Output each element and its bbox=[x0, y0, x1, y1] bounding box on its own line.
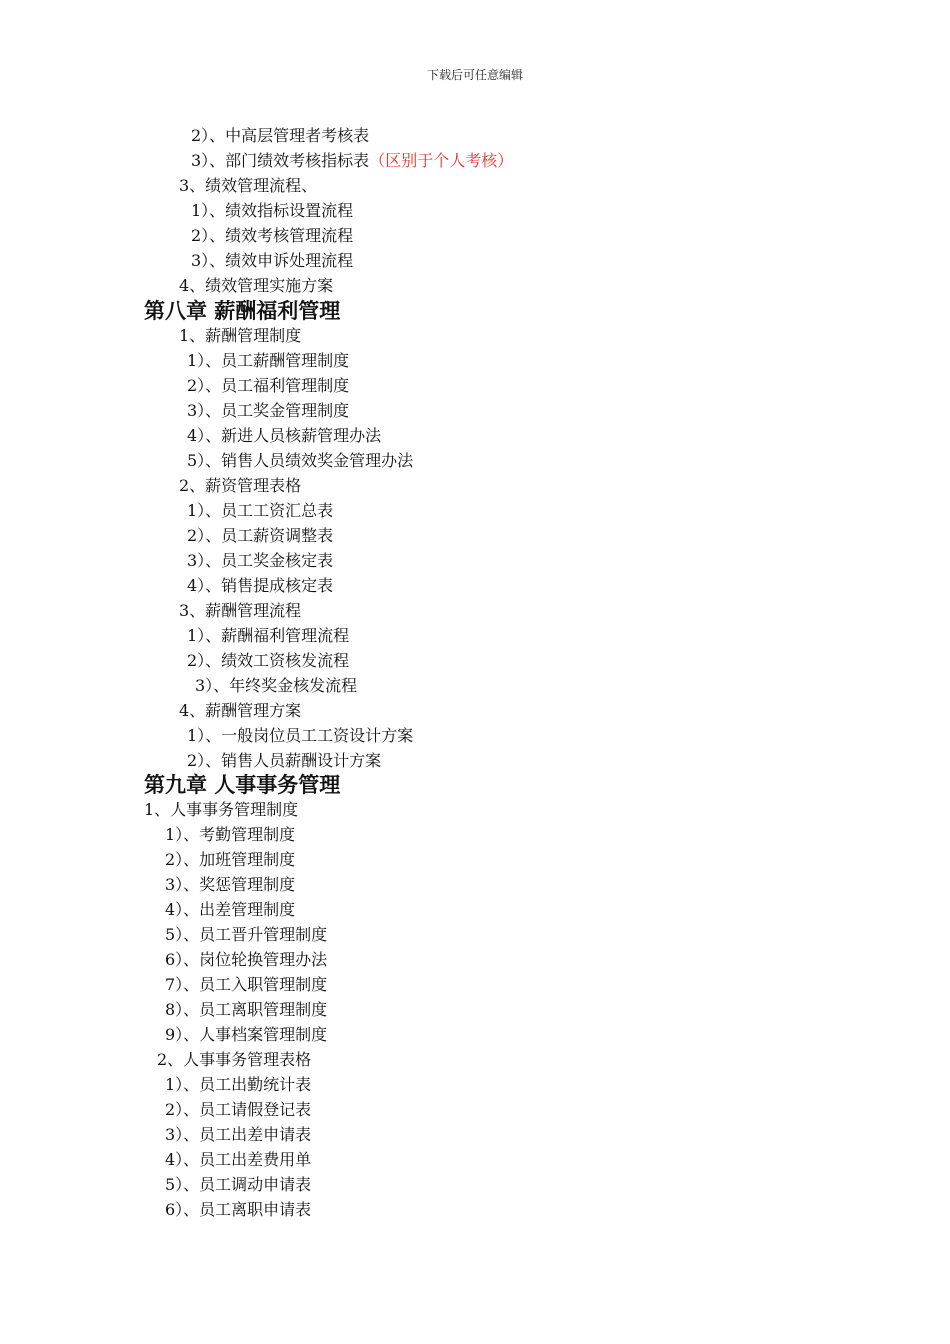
item-text: 6）、岗位轮换管理办法 bbox=[165, 950, 328, 969]
outline-item bbox=[187, 501, 333, 521]
item-text: 1）、员工工资汇总表 bbox=[187, 501, 334, 520]
item-text: 4）、销售提成核定表 bbox=[187, 576, 334, 595]
outline-item bbox=[179, 476, 301, 496]
item-text: 5）、员工调动申请表 bbox=[165, 1175, 312, 1194]
outline-item bbox=[179, 601, 301, 621]
outline-item bbox=[187, 401, 349, 421]
outline-item bbox=[165, 950, 327, 970]
item-text: 3）、年终奖金核发流程 bbox=[195, 676, 358, 695]
outline-item bbox=[157, 1050, 311, 1070]
outline-item bbox=[179, 326, 301, 346]
outline-item bbox=[191, 226, 353, 246]
item-text: 3）、员工奖金核定表 bbox=[187, 551, 334, 570]
item-text: 1）、一般岗位员工工资设计方案 bbox=[187, 726, 414, 745]
outline-item bbox=[191, 201, 353, 221]
item-text: 2）、员工薪资调整表 bbox=[187, 526, 334, 545]
outline-item bbox=[191, 151, 513, 171]
outline-item bbox=[187, 726, 413, 746]
outline-item bbox=[165, 875, 295, 895]
item-text: 6）、员工离职申请表 bbox=[165, 1200, 312, 1219]
item-text: 1）、绩效指标设置流程 bbox=[191, 201, 354, 220]
item-text: 4）、出差管理制度 bbox=[165, 900, 296, 919]
item-text: 5）、销售人员绩效奖金管理办法 bbox=[187, 451, 414, 470]
item-text: 2）、绩效工资核发流程 bbox=[187, 651, 350, 670]
item-text: 4）、新进人员核薪管理办法 bbox=[187, 426, 382, 445]
outline-item bbox=[187, 376, 349, 396]
outline-item bbox=[179, 176, 317, 196]
item-text: 2、人事事务管理表格 bbox=[157, 1050, 312, 1069]
chapter-heading bbox=[144, 772, 340, 798]
item-text: 3）、绩效申诉处理流程 bbox=[191, 251, 354, 270]
outline-item bbox=[165, 1150, 311, 1170]
outline-item bbox=[144, 800, 298, 820]
item-text: 3）、奖惩管理制度 bbox=[165, 875, 296, 894]
item-text: 7）、员工入职管理制度 bbox=[165, 975, 328, 994]
item-text: 2）、员工请假登记表 bbox=[165, 1100, 312, 1119]
item-text: 3、绩效管理流程、 bbox=[179, 176, 318, 195]
item-text: 2）、加班管理制度 bbox=[165, 850, 296, 869]
item-text: 1）、考勤管理制度 bbox=[165, 825, 296, 844]
item-text: 2）、中高层管理者考核表 bbox=[191, 126, 370, 145]
outline-item bbox=[165, 850, 295, 870]
outline-item bbox=[165, 1000, 327, 1020]
item-text: 2）、销售人员薪酬设计方案 bbox=[187, 751, 382, 770]
item-text: 3）、部门绩效考核指标表 bbox=[191, 151, 370, 170]
chapter-title: 第九章 人事事务管理 bbox=[144, 773, 341, 797]
outline-item bbox=[165, 1200, 311, 1220]
item-text: 4、绩效管理实施方案 bbox=[179, 276, 334, 295]
item-text: 4、薪酬管理方案 bbox=[179, 701, 302, 720]
item-text: 3、薪酬管理流程 bbox=[179, 601, 302, 620]
outline-item bbox=[187, 451, 413, 471]
item-text: 2）、员工福利管理制度 bbox=[187, 376, 350, 395]
page-header: 下载后可任意编辑 bbox=[426, 68, 523, 82]
outline-item bbox=[187, 551, 333, 571]
item-text: 5）、员工晋升管理制度 bbox=[165, 925, 328, 944]
outline-item bbox=[165, 1175, 311, 1195]
item-text: 3）、员工奖金管理制度 bbox=[187, 401, 350, 420]
outline-item bbox=[165, 1025, 327, 1045]
item-text: 1）、薪酬福利管理流程 bbox=[187, 626, 350, 645]
item-text: 1、人事事务管理制度 bbox=[144, 800, 299, 819]
outline-item bbox=[165, 825, 295, 845]
item-text: 3）、员工出差申请表 bbox=[165, 1125, 312, 1144]
outline-item bbox=[187, 576, 333, 596]
item-text: 4）、员工出差费用单 bbox=[165, 1150, 312, 1169]
outline-item bbox=[165, 900, 295, 920]
outline-item bbox=[187, 426, 381, 446]
outline-item bbox=[187, 626, 349, 646]
item-text: 8）、员工离职管理制度 bbox=[165, 1000, 328, 1019]
outline-item bbox=[191, 251, 353, 271]
item-text: 1）、员工薪酬管理制度 bbox=[187, 351, 350, 370]
item-note: （区别于个人考核） bbox=[369, 151, 514, 170]
outline-item bbox=[187, 751, 381, 771]
outline-item bbox=[191, 126, 369, 146]
outline-item bbox=[187, 651, 349, 671]
outline-item bbox=[179, 276, 333, 296]
item-text: 9）、人事档案管理制度 bbox=[165, 1025, 328, 1044]
outline-item bbox=[187, 526, 333, 546]
item-text: 1、薪酬管理制度 bbox=[179, 326, 302, 345]
outline-item bbox=[165, 925, 327, 945]
chapter-heading bbox=[144, 298, 340, 324]
outline-item bbox=[187, 351, 349, 371]
item-text: 1）、员工出勤统计表 bbox=[165, 1075, 312, 1094]
outline-item bbox=[165, 1100, 311, 1120]
outline-item bbox=[195, 676, 357, 696]
item-text: 2、薪资管理表格 bbox=[179, 476, 302, 495]
chapter-title: 第八章 薪酬福利管理 bbox=[144, 299, 341, 323]
outline-item bbox=[165, 1125, 311, 1145]
outline-item bbox=[165, 1075, 311, 1095]
outline-item bbox=[179, 701, 301, 721]
outline-item bbox=[165, 975, 327, 995]
item-text: 2）、绩效考核管理流程 bbox=[191, 226, 354, 245]
